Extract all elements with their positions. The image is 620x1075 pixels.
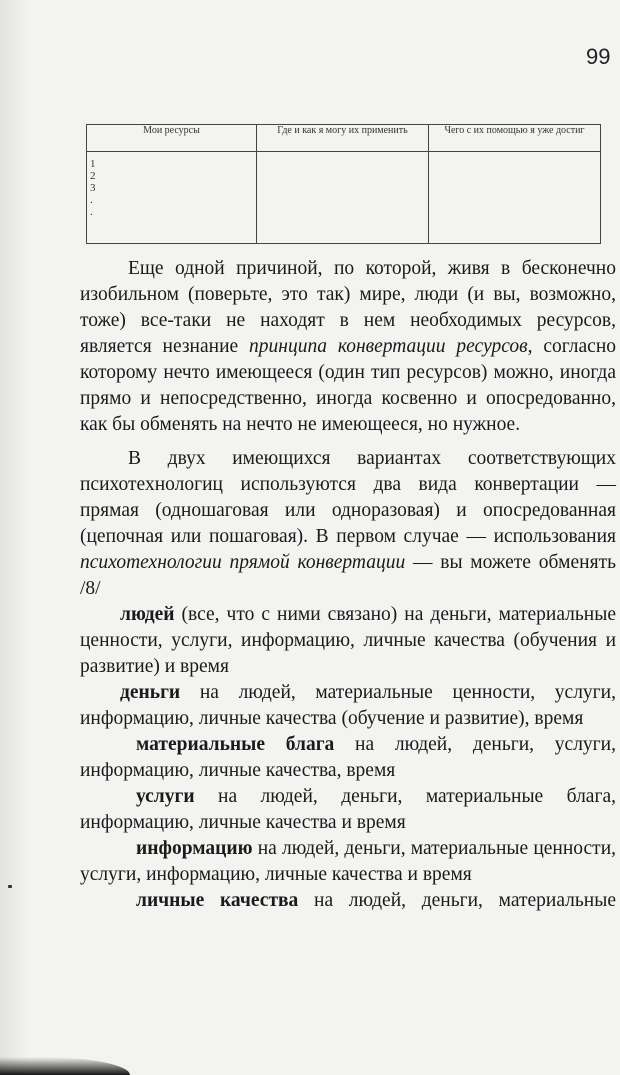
page-number: 99: [586, 44, 611, 69]
scan-speck: [8, 885, 12, 888]
emphasis-text: принципа конвертации ресурсов: [249, 336, 528, 357]
row-number: .: [90, 194, 93, 206]
list-item: [80, 836, 616, 888]
body-text: [80, 256, 616, 914]
table-row: [87, 152, 601, 244]
item-text: на людей, деньги, материальные ценности, услуги, информацию, личные качества и время: [80, 838, 616, 885]
item-term: деньги: [120, 682, 181, 703]
item-term: материальные блага: [136, 734, 335, 755]
paragraph-text: — вы можете обменять /8/: [80, 552, 616, 599]
paragraph-text: , согласно которому нечто имеющееся (один тип ресурсов) можно, иногда прямо и непосредственно, иногда косвенно и опосредованно, как бы обменять на нечто не имеющееся, но нужное.: [80, 336, 616, 435]
table-header-achieved: Чего с их помощью я уже достиг: [429, 125, 601, 152]
item-term: услуги: [136, 786, 195, 807]
item-text: на людей, деньги, материальные блага, информацию, личные качества и время: [80, 786, 616, 833]
table-header-row: [87, 125, 601, 152]
list-item: [80, 888, 616, 914]
item-text: (все, что с ними связано) на деньги, материальные ценности, услуги, информацию, личные качества (обучения и развитие) и время: [80, 604, 616, 677]
row-number: 1: [90, 158, 96, 170]
list-item: [80, 784, 616, 836]
row-number: 3: [90, 182, 96, 194]
table-cell-where-apply: [257, 152, 429, 244]
item-text: на людей, деньги, материальные: [298, 890, 616, 911]
table-cell-achieved: [429, 152, 601, 244]
row-number: .: [90, 206, 93, 218]
row-number: 2: [90, 170, 96, 182]
list-item: [80, 602, 616, 680]
paragraph-text: В двух имеющихся вариантах соответствующих психотехнологиц используются два вида конвертации — прямая (одношаговая или одноразовая) и опосредованная (цепочная или пошаговая). В первом случае — использования: [80, 448, 616, 547]
paragraph-text: Еще одной причиной, по которой, живя в бесконечно изобильном (поверьте, это так) мире, люди (и вы, возможно, тоже) все-таки не находят в нем необходимых ресурсов, является незнание: [80, 258, 616, 357]
page-bottom-corner-shadow: [0, 1057, 130, 1075]
item-text: на людей, деньги, услуги, информацию, личные качества, время: [80, 734, 616, 781]
item-text: на людей, материальные ценности, услуги, информацию, личные качества (обучение и развитие), время: [80, 682, 616, 729]
list-item: [80, 732, 616, 784]
table-header-my-resources: Мои ресурсы: [87, 125, 257, 152]
item-term: личные качества: [136, 890, 299, 911]
paragraph-conversion-types: [80, 446, 616, 602]
list-item: [80, 680, 616, 732]
table-cell-resources: [87, 152, 257, 244]
resources-table: [86, 124, 601, 244]
item-term: людей: [120, 604, 175, 625]
paragraph-conversion-principle: [80, 256, 616, 438]
page-left-edge-shadow: [0, 0, 28, 1075]
emphasis-text: психотехнологии прямой конвертации: [80, 552, 406, 573]
item-term: информацию: [136, 838, 253, 859]
table-header-where-apply: Где и как я могу их применить: [257, 125, 429, 152]
